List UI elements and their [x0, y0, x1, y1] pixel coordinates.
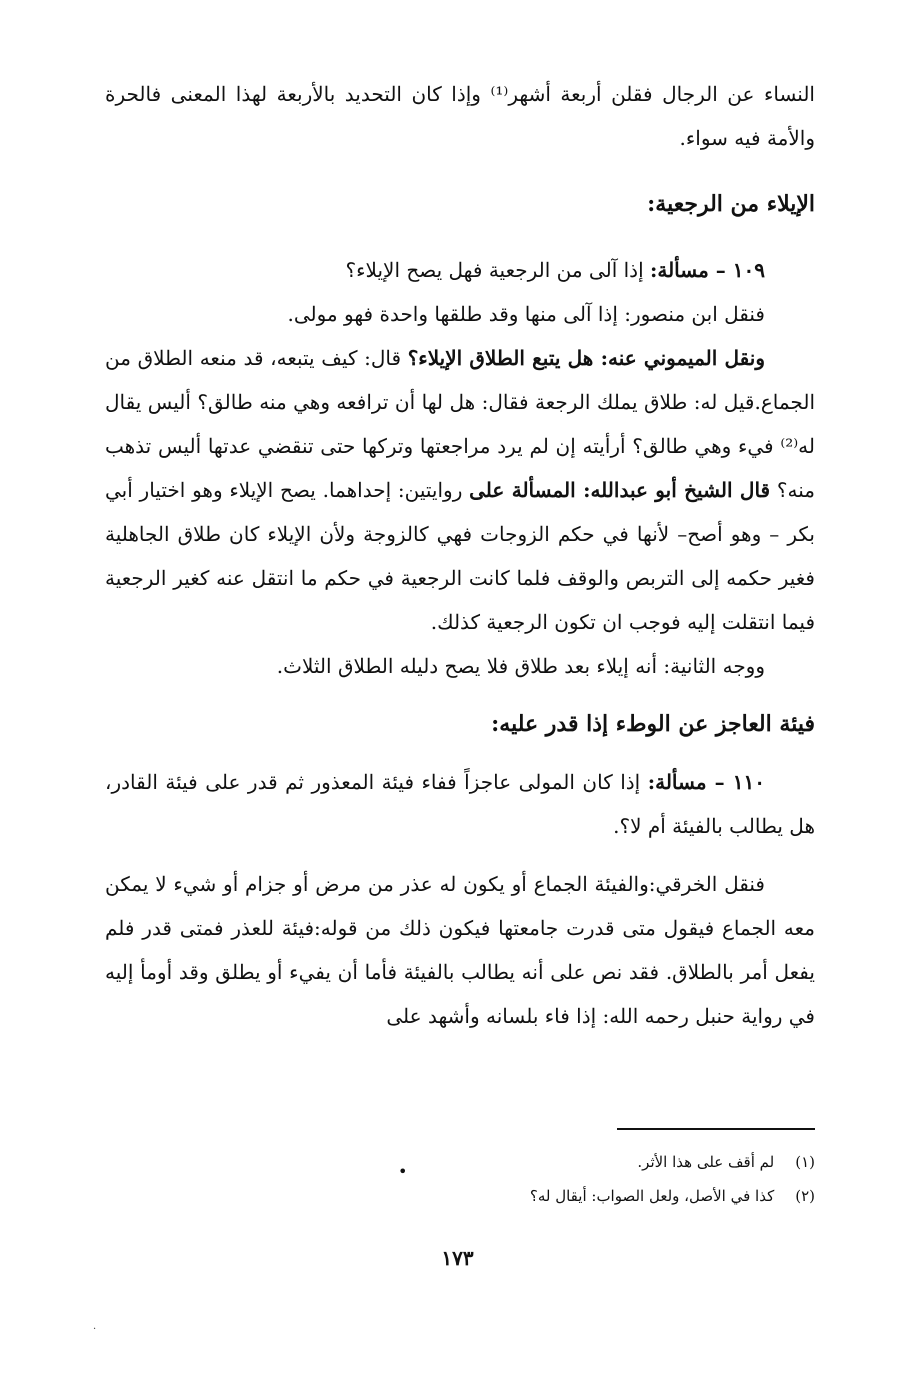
heading-ila-rajiia: الإيلاء من الرجعية:	[647, 191, 815, 217]
page-body	[105, 72, 815, 1038]
footnote-1-text: لم أقف على هذا الأثر.	[637, 1153, 775, 1171]
paragraph-3-text: قال: كيف يتبعه، قد منعه الطلاق من الجماع.قيل له: طلاق يملك الرجعة فقال: هل لها أن ترافعه وهي منه طالق؟ أليس يقال له⁽²⁾ فيء وهي طالق؟ أرأيته إن لم يرد مراجعتها وتركها حتى تنقضي عدتها أليس تذهب منه؟	[105, 346, 815, 502]
scan-speck: ·	[93, 1324, 97, 1335]
paragraph-3-bold-2: قال الشيخ أبو عبدالله: المسألة على	[469, 478, 771, 502]
paragraph-5: فنقل الخرقي:والفيئة الجماع أو يكون له عذر من مرض أو جزام أو شيء لا يمكن معه الجماع فيقول متى قدرت جامعتها فيكون ذلك من قوله:فيئة للعذر فمتى قدر فلم يفعل أمر بالطلاق. فقد نص على أنه يطالب بالفيئة فأما أن يفيء أو يطلق وقد أومأ إليه في رواية حنبل رحمه الله: إذا فاء بلسانه وأشهد على	[105, 872, 815, 1028]
page-number: ١٧٣	[441, 1246, 474, 1270]
question-109	[105, 248, 815, 292]
question-109-text: إذا آلى من الرجعية فهل يصح الإيلاء؟	[345, 258, 650, 282]
question-110-text: إذا كان المولى عاجزاً ففاء فيئة المعذور ثم قدر على فيئة القادر، هل يطالب بالفيئة أم لا؟.	[105, 770, 815, 838]
footnote-1	[255, 1150, 815, 1174]
paragraph-2: فنقل ابن منصور: إذا آلى منها وقد طلقها واحدة فهو مولى.	[287, 302, 765, 326]
footnote-2-number: (٢)	[795, 1187, 815, 1205]
paragraph-3	[105, 336, 815, 644]
heading-fiia-ajiz: فيئة العاجز عن الوطء إذا قدر عليه:	[491, 711, 815, 737]
paragraph-1: النساء عن الرجال فقلن أربعة أشهر⁽¹⁾ وإذا كان التحديد بالأربعة لهذا المعنى فالحرة والأمة فيه سواء.	[105, 82, 815, 150]
question-110-label: ١١٠ – مسألة:	[647, 770, 765, 794]
footnote-2-text: كذا في الأصل، ولعل الصواب: أيقال له؟	[529, 1187, 775, 1205]
paragraph-3-bold: ونقل الميموني عنه: هل يتبع الطلاق الإيلاء؟	[407, 346, 766, 370]
paragraph-4: ووجه الثانية: أنه إيلاء بعد طلاق فلا يصح دليله الطلاق الثلاث.	[276, 654, 765, 678]
footnote-1-number: (١)	[795, 1153, 815, 1171]
footnote-separator	[617, 1128, 815, 1130]
footnote-2	[255, 1184, 815, 1208]
stray-dot: •	[398, 1162, 408, 1181]
question-109-label: ١٠٩ – مسألة:	[649, 258, 765, 282]
question-110	[105, 760, 815, 848]
paragraph-3-tail: روايتين: إحداهما. يصح الإيلاء وهو اختيار أبي بكر – وهو أصح– لأنها في حكم الزوجات فهي كالزوجة ولأن الإيلاء كان طلاق الجاهلية فغير حكمه إلى التربص والوقف فلما كانت الرجعية في حكم ما انتقل عنه كغير الرجعية فيما انتقلت إليه فوجب ان تكون الرجعية كذلك.	[105, 478, 815, 634]
